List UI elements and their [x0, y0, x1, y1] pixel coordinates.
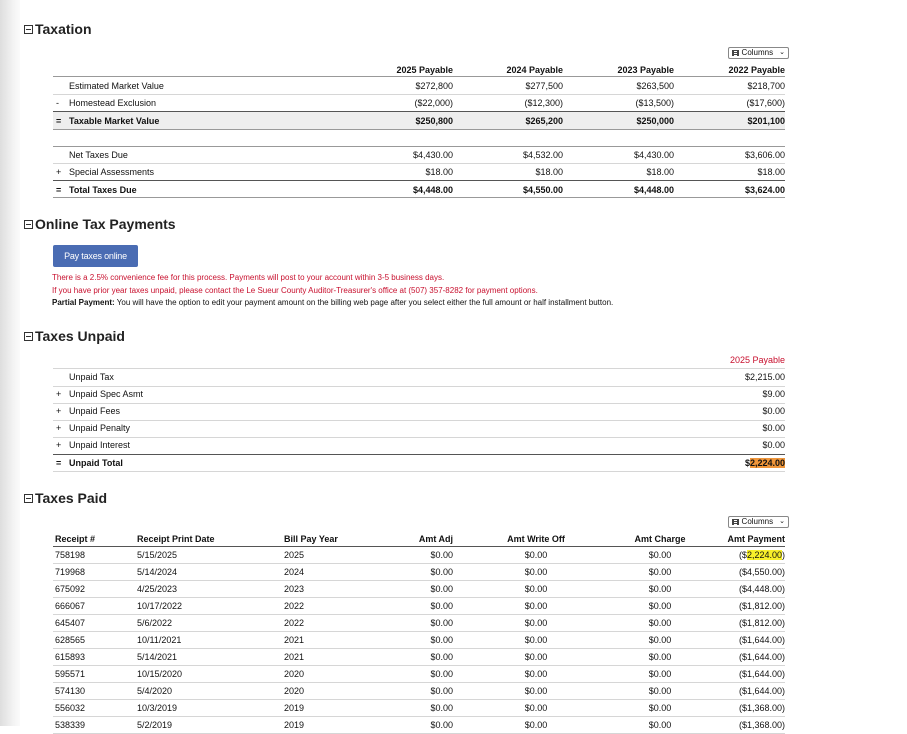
receipt-cell: 666067	[55, 601, 86, 611]
pay-taxes-online-button[interactable]: Pay taxes online	[53, 245, 138, 267]
paid-columns-button[interactable]	[728, 516, 789, 528]
divider	[53, 403, 785, 404]
wo-cell: $0.00	[524, 635, 548, 645]
divider	[53, 471, 785, 472]
charge-cell: $0.00	[648, 567, 672, 577]
partial-payment-label: Partial Payment:	[52, 298, 115, 307]
receipt-cell: 675092	[55, 584, 86, 594]
online-title: Online Tax Payments	[35, 216, 176, 232]
row-label: Net Taxes Due	[69, 150, 128, 160]
year-cell: 2020	[284, 686, 305, 696]
year-cell: 2023	[284, 584, 305, 594]
taxation-section-toggle[interactable]	[24, 21, 92, 37]
pay-cell: ($4,550.00)	[738, 567, 785, 577]
wo-cell: $0.00	[524, 584, 548, 594]
online-section-toggle[interactable]	[24, 216, 176, 232]
left-gutter	[0, 0, 20, 726]
value-cell: $9.00	[762, 389, 785, 399]
paid-section-toggle[interactable]	[24, 490, 107, 506]
receipt-cell: 628565	[55, 635, 86, 645]
value-cell: $263,500	[636, 81, 674, 91]
year-cell: 2024	[284, 567, 305, 577]
partial-payment-note	[52, 297, 613, 308]
year-cell: 2019	[284, 720, 305, 730]
row-label: Unpaid Total	[69, 458, 123, 468]
year-column-header: 2022 Payable	[728, 65, 785, 75]
value-cell: ($17,600)	[746, 98, 785, 108]
divider	[53, 180, 785, 181]
unpaid-title: Taxes Unpaid	[35, 328, 125, 344]
year-cell: 2022	[284, 601, 305, 611]
year-cell: 2019	[284, 703, 305, 713]
unpaid-total-value	[685, 458, 785, 469]
value-cell: $4,430.00	[633, 150, 674, 160]
row-label: Total Taxes Due	[69, 185, 137, 195]
wo-cell: $0.00	[524, 686, 548, 696]
charge-cell: $0.00	[648, 601, 672, 611]
wo-cell: $0.00	[524, 601, 548, 611]
value-cell: $2,215.00	[744, 372, 785, 382]
row-operator: =	[56, 458, 62, 468]
adj-cell: $0.00	[430, 720, 453, 730]
receipt-cell: 645407	[55, 618, 86, 628]
value-cell: $4,448.00	[633, 185, 674, 195]
row-operator: +	[56, 389, 62, 399]
divider	[53, 94, 785, 95]
charge-cell: $0.00	[648, 652, 672, 662]
column-header[interactable]: Receipt #	[55, 534, 96, 544]
value-cell: $4,430.00	[412, 150, 453, 160]
receipt-cell: 595571	[55, 669, 86, 679]
paid-title: Taxes Paid	[35, 490, 108, 506]
taxation-columns-button[interactable]	[728, 47, 789, 59]
receipt-cell: 719968	[55, 567, 86, 577]
date-cell: 10/17/2022	[137, 601, 183, 611]
year-cell: 2020	[284, 669, 305, 679]
columns-button-label: Columns	[741, 48, 774, 57]
column-header[interactable]: Bill Pay Year	[284, 534, 338, 544]
taxation-title: Taxation	[35, 21, 92, 37]
highlighted-amount: 2,224.00	[749, 458, 785, 468]
divider	[53, 368, 785, 369]
date-cell: 10/15/2020	[137, 669, 183, 679]
convenience-fee-notice: There is a 2.5% convenience fee for this process. Payments will post to your account within 3-5 business days.	[52, 273, 445, 282]
date-cell: 5/15/2025	[137, 550, 178, 560]
adj-cell: $0.00	[430, 652, 453, 662]
row-operator: +	[56, 167, 62, 177]
collapse-icon	[24, 220, 33, 229]
divider	[53, 76, 785, 77]
row-label: Taxable Market Value	[69, 116, 160, 126]
value-cell: $4,532.00	[522, 150, 563, 160]
row-operator: +	[56, 406, 62, 416]
charge-cell: $0.00	[648, 584, 672, 594]
receipt-cell: 758198	[55, 550, 86, 560]
divider	[53, 437, 785, 438]
year-cell: 2025	[284, 550, 305, 560]
row-label: Unpaid Penalty	[69, 423, 131, 433]
value-cell: $250,800	[415, 116, 453, 126]
payment-fragment: ($	[738, 550, 747, 560]
value-cell: $18.00	[535, 167, 563, 177]
row-label: Estimated Market Value	[69, 81, 164, 91]
date-cell: 10/3/2019	[137, 703, 178, 713]
charge-cell: $0.00	[648, 720, 672, 730]
value-cell: $18.00	[646, 167, 674, 177]
date-cell: 4/25/2023	[137, 584, 178, 594]
date-cell: 5/6/2022	[137, 618, 173, 628]
year-cell: 2021	[284, 635, 305, 645]
pay-cell: ($1,812.00)	[738, 618, 785, 628]
divider	[53, 111, 785, 112]
charge-cell: $0.00	[648, 669, 672, 679]
receipt-cell: 556032	[55, 703, 86, 713]
collapse-icon	[24, 494, 33, 503]
value-cell: $0.00	[762, 406, 785, 416]
adj-cell: $0.00	[430, 703, 453, 713]
wo-cell: $0.00	[524, 567, 548, 577]
currency-prefix: $	[744, 458, 750, 468]
date-cell: 5/2/2019	[137, 720, 173, 730]
value-cell: $272,800	[415, 81, 453, 91]
pay-cell: ($1,368.00)	[738, 703, 785, 713]
collapse-icon	[24, 332, 33, 341]
year-column-header: 2025 Payable	[396, 65, 453, 75]
value-cell: $18.00	[425, 167, 453, 177]
receipt-cell: 538339	[55, 720, 86, 730]
prior-year-notice: If you have prior year taxes unpaid, please contact the Le Sueur County Auditor-Treasurer's office at (507) 357-8282 for payment options.	[52, 286, 538, 295]
divider	[53, 386, 785, 387]
value-cell: $4,448.00	[412, 185, 453, 195]
column-header[interactable]: Amt Adj	[418, 534, 453, 544]
columns-icon	[732, 50, 739, 56]
divider	[53, 454, 785, 455]
divider	[53, 197, 785, 198]
divider	[53, 129, 785, 130]
row-label: Unpaid Tax	[69, 372, 114, 382]
charge-cell: $0.00	[648, 550, 672, 560]
row-label: Unpaid Fees	[69, 406, 121, 416]
wo-cell: $0.00	[524, 618, 548, 628]
date-cell: 10/11/2021	[137, 635, 182, 645]
value-cell: $18.00	[757, 167, 785, 177]
column-header[interactable]: Amt Payment	[727, 534, 785, 544]
charge-cell: $0.00	[648, 686, 672, 696]
wo-cell: $0.00	[524, 703, 548, 713]
payment-fragment: )	[782, 550, 785, 560]
columns-icon	[732, 519, 739, 525]
value-cell: $0.00	[762, 423, 785, 433]
adj-cell: $0.00	[430, 601, 453, 611]
row-operator: +	[56, 423, 62, 433]
payment-cell	[700, 550, 785, 561]
row-operator: =	[56, 185, 62, 195]
wo-cell: $0.00	[524, 652, 548, 662]
row-label: Unpaid Interest	[69, 440, 131, 450]
chevron-down-icon: ⌄	[779, 49, 785, 56]
charge-cell: $0.00	[648, 618, 672, 628]
value-cell: $4,550.00	[522, 185, 563, 195]
date-cell: 5/14/2021	[137, 652, 178, 662]
pay-cell: ($1,644.00)	[738, 652, 785, 662]
value-cell: $3,624.00	[744, 185, 785, 195]
pay-cell: ($1,644.00)	[738, 635, 785, 645]
value-cell: $218,700	[747, 81, 785, 91]
wo-cell: $0.00	[524, 720, 548, 730]
pay-cell: ($1,812.00)	[738, 601, 785, 611]
partial-payment-text: You will have the option to edit your payment amount on the billing web page after you select either the full amount or half installment button.	[114, 298, 614, 307]
pay-cell: ($1,644.00)	[738, 686, 785, 696]
charge-cell: $0.00	[648, 635, 672, 645]
value-cell: $201,100	[747, 116, 785, 126]
adj-cell: $0.00	[430, 567, 453, 577]
adj-cell: $0.00	[430, 618, 453, 628]
column-header[interactable]: Receipt Print Date	[137, 534, 215, 544]
highlighted-amount: 2,224.00	[746, 550, 782, 560]
column-header[interactable]: Amt Write Off	[507, 534, 565, 544]
value-cell: ($12,300)	[524, 98, 563, 108]
collapse-icon	[24, 25, 33, 34]
columns-button-label: Columns	[741, 517, 774, 526]
row-label: Unpaid Spec Asmt	[69, 389, 144, 399]
date-cell: 5/4/2020	[137, 686, 173, 696]
value-cell: $250,000	[636, 116, 674, 126]
pay-cell: ($1,368.00)	[738, 720, 785, 730]
divider	[53, 146, 785, 147]
row-label: Special Assessments	[69, 167, 155, 177]
adj-cell: $0.00	[430, 635, 453, 645]
divider	[53, 420, 785, 421]
value-cell: $0.00	[762, 440, 785, 450]
adj-cell: $0.00	[430, 686, 453, 696]
receipt-cell: 615893	[55, 652, 86, 662]
adj-cell: $0.00	[430, 584, 453, 594]
row-label: Homestead Exclusion	[69, 98, 157, 108]
year-cell: 2021	[284, 652, 305, 662]
receipt-cell: 574130	[55, 686, 86, 696]
adj-cell: $0.00	[430, 669, 453, 679]
chevron-down-icon: ⌄	[779, 518, 785, 525]
pay-cell: ($4,448.00)	[738, 584, 785, 594]
year-column-header: 2023 Payable	[617, 65, 674, 75]
divider	[53, 163, 785, 164]
column-header[interactable]: Amt Charge	[634, 534, 686, 544]
wo-cell: $0.00	[524, 550, 548, 560]
wo-cell: $0.00	[524, 669, 548, 679]
charge-cell: $0.00	[648, 703, 672, 713]
unpaid-year-header: 2025 Payable	[729, 355, 785, 365]
year-column-header: 2024 Payable	[506, 65, 563, 75]
date-cell: 5/14/2024	[137, 567, 178, 577]
year-cell: 2022	[284, 618, 305, 628]
pay-cell: ($1,644.00)	[738, 669, 785, 679]
value-cell: $265,200	[525, 116, 563, 126]
adj-cell: $0.00	[430, 550, 453, 560]
row-operator: -	[56, 98, 59, 108]
value-cell: $277,500	[525, 81, 563, 91]
value-cell: ($22,000)	[414, 98, 453, 108]
row-operator: =	[56, 116, 62, 126]
value-cell: $3,606.00	[744, 150, 785, 160]
row-operator: +	[56, 440, 62, 450]
unpaid-section-toggle[interactable]	[24, 328, 125, 344]
value-cell: ($13,500)	[635, 98, 674, 108]
